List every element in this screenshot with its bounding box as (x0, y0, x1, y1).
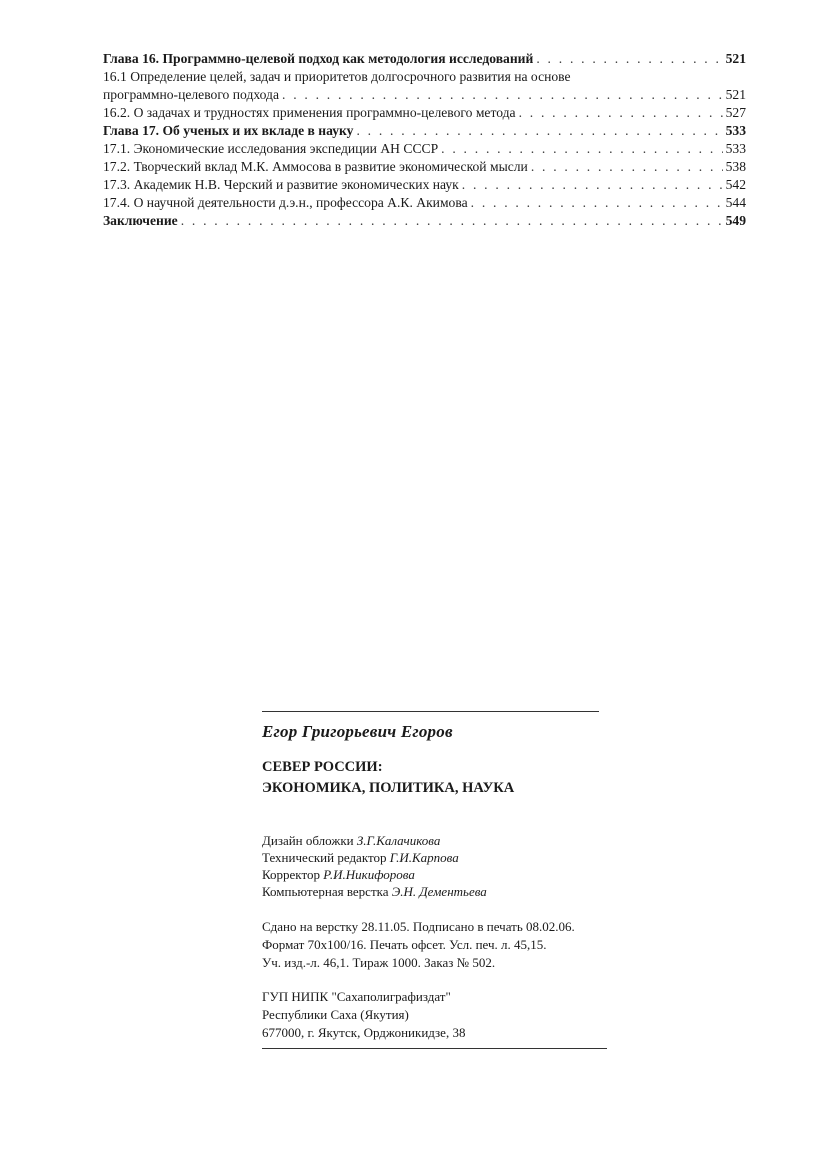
toc-dot-leader (462, 176, 723, 194)
toc-entry-title: программно-целевого подхода (103, 87, 279, 102)
toc-entry (103, 158, 746, 176)
publisher-info (262, 988, 465, 1042)
print-info (262, 918, 575, 972)
toc-dot-leader (519, 104, 723, 122)
credit-line (262, 849, 487, 866)
book-title-line: СЕВЕР РОССИИ: (262, 759, 383, 775)
toc-entry-title: 17.1. Экономические исследования экспедиции АН СССР (103, 141, 439, 156)
author-name: Егор Григорьевич Егоров (262, 722, 453, 741)
toc-entry (103, 86, 746, 104)
toc-dot-leader (536, 50, 722, 68)
credit-line (262, 883, 487, 900)
credit-name: Г.И.Карпова (389, 850, 459, 865)
print-info-line: Уч. изд.-л. 46,1. Тираж 1000. Заказ № 502. (262, 955, 496, 970)
credit-name: З.Г.Калачикова (356, 833, 441, 848)
toc-dot-leader (181, 212, 723, 230)
toc-entry-title: 16.2. О задачах и трудностях применения программно-целевого метода (103, 105, 516, 120)
credit-name: Р.И.Никифорова (323, 867, 415, 882)
toc-entry-title: Глава 17. Об ученых и их вкладе в науку (103, 123, 354, 138)
toc-entry-page: 549 (725, 213, 746, 228)
toc-entry (103, 176, 746, 194)
credit-line (262, 832, 487, 849)
credit-role: Дизайн обложки (262, 833, 354, 848)
toc-entry-title: 17.2. Творческий вклад М.К. Аммосова в развитие экономической мысли (103, 159, 528, 174)
colophon-bottom-rule (262, 1048, 607, 1049)
colophon-top-rule (262, 711, 599, 712)
production-credits (262, 832, 487, 900)
toc-entry (103, 212, 746, 230)
toc-entry (103, 122, 746, 140)
credit-role: Технический редактор (262, 850, 387, 865)
publisher-line: Республики Саха (Якутия) (262, 1007, 409, 1022)
toc-entry-page: 538 (725, 159, 746, 174)
table-of-contents (103, 50, 746, 230)
toc-dot-leader (531, 158, 723, 176)
toc-dot-leader (441, 140, 722, 158)
print-info-line: Сдано на верстку 28.11.05. Подписано в печать 08.02.06. (262, 919, 575, 934)
credit-role: Корректор (262, 867, 320, 882)
toc-entry-title: 17.4. О научной деятельности д.э.н., профессора А.К. Акимова (103, 195, 468, 210)
toc-entry (103, 50, 746, 68)
credit-name: Э.Н. Дементьева (391, 884, 487, 899)
credit-role: Компьютерная верстка (262, 884, 389, 899)
toc-entry-page: 521 (725, 51, 746, 66)
toc-entry-page: 542 (725, 177, 746, 192)
toc-entry (103, 140, 746, 158)
toc-dot-leader (471, 194, 723, 212)
toc-entry-page: 521 (725, 87, 746, 102)
credit-line (262, 866, 487, 883)
toc-entry-page: 527 (725, 105, 746, 120)
toc-entry-page: 533 (725, 141, 746, 156)
print-info-line: Формат 70x100/16. Печать офсет. Усл. печ. л. 45,15. (262, 937, 547, 952)
toc-entry (103, 68, 746, 86)
toc-entry (103, 194, 746, 212)
toc-entry (103, 104, 746, 122)
book-title (262, 757, 514, 799)
toc-entry-title: 16.1 Определение целей, задач и приоритетов долгосрочного развития на основе (103, 69, 571, 84)
toc-dot-leader (282, 86, 723, 104)
toc-entry-title: Заключение (103, 213, 178, 228)
publisher-line: ГУП НИПК "Сахаполиграфиздат" (262, 989, 451, 1004)
toc-dot-leader (356, 122, 722, 140)
toc-entry-title: Глава 16. Программно-целевой подход как методология исследований (103, 51, 534, 66)
book-title-line: ЭКОНОМИКА, ПОЛИТИКА, НАУКА (262, 780, 515, 796)
toc-entry-title: 17.3. Академик Н.В. Черский и развитие экономических наук (103, 177, 459, 192)
toc-entry-page: 544 (725, 195, 746, 210)
publisher-line: 677000, г. Якутск, Орджоникидзе, 38 (262, 1025, 466, 1040)
toc-entry-page: 533 (725, 123, 746, 138)
